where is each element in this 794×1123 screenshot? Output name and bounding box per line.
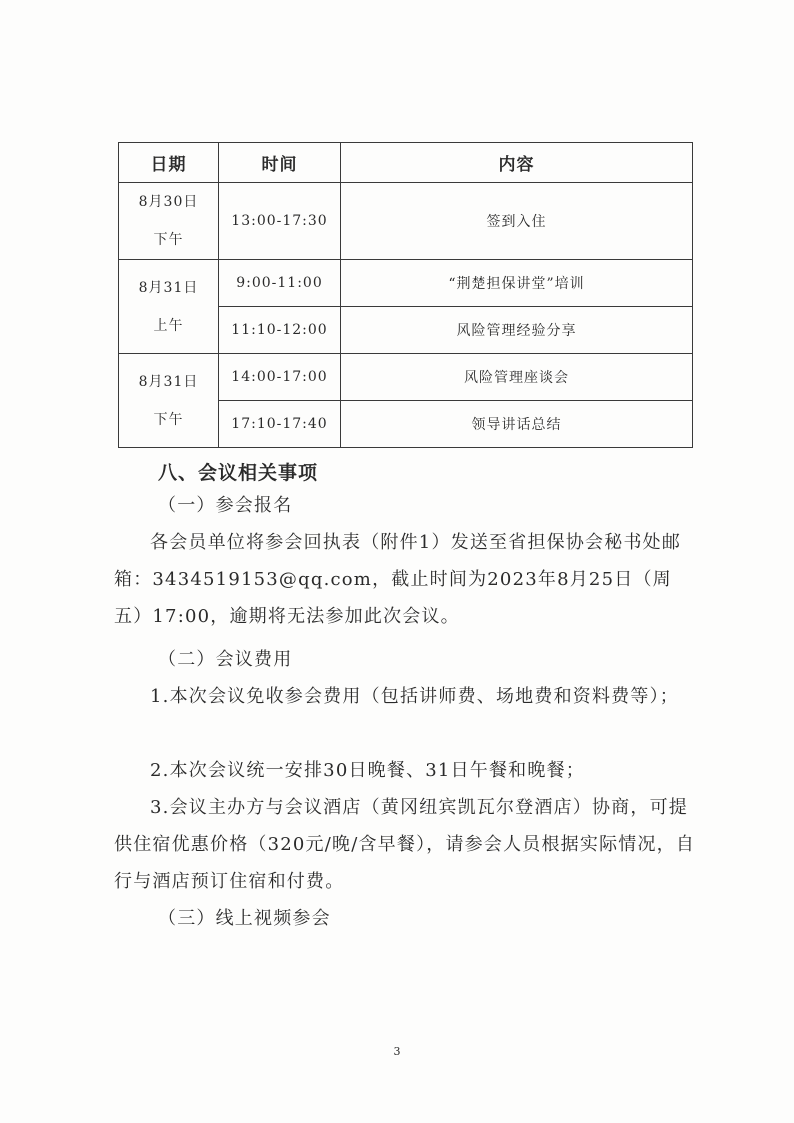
fee-item-3: 3.会议主办方与会议酒店（黄冈纽宾凯瓦尔登酒店）协商，可提供住宿优惠价格（320元/晚/含早餐），请参会人员根据实际情况，自行与酒店预订住宿和付费。 [114,797,696,892]
content-cell: 领导讲话总结 [341,401,693,448]
schedule-table [118,142,693,448]
subsection-title: （二）会议费用 [158,649,293,670]
time-cell: 11:10-12:00 [219,307,341,354]
subsection-title: （三）线上视频参会 [158,908,331,929]
time-cell: 14:00-17:00 [219,354,341,401]
time-cell: 9:00-11:00 [219,260,341,307]
header-content: 内容 [341,143,693,183]
section-heading: 八、会议相关事项 [158,462,319,484]
date-cell [119,183,219,260]
time-cell: 17:10-17:40 [219,401,341,448]
date-period: 下午 [153,411,184,428]
table-row [119,260,693,307]
content-cell: “荆楚担保讲堂”培训 [341,260,693,307]
time-cell: 13:00-17:30 [219,183,341,260]
header-time: 时间 [219,143,341,183]
header-date: 日期 [119,143,219,183]
fee-item-1: 1.本次会议免收参会费用（包括讲师费、场地费和资料费等）； [150,686,679,707]
date-line: 8月30日 [138,194,199,210]
date-cell [119,354,219,448]
fee-item-2: 2.本次会议统一安排30日晚餐、31日午餐和晚餐； [150,760,585,781]
date-cell [119,260,219,354]
date-line: 8月31日 [138,279,199,296]
table-header-row [119,143,693,183]
page-number: 3 [393,1045,401,1058]
content-cell: 签到入住 [341,183,693,260]
content-cell: 风险管理座谈会 [341,354,693,401]
date-period: 上午 [153,317,184,334]
table-row [119,354,693,401]
content-cell: 风险管理经验分享 [341,307,693,354]
registration-paragraph: 各会员单位将参会回执表（附件1）发送至省担保协会秘书处邮箱：3434519153@qq.com，截止时间为2023年8月25日（周五）17:00，逾期将无法参加此次会议。 [114,532,682,627]
date-line: 8月31日 [138,373,199,390]
table-row [119,183,693,260]
subsection-title: （一）参会报名 [158,495,293,516]
date-period: 下午 [153,232,184,248]
